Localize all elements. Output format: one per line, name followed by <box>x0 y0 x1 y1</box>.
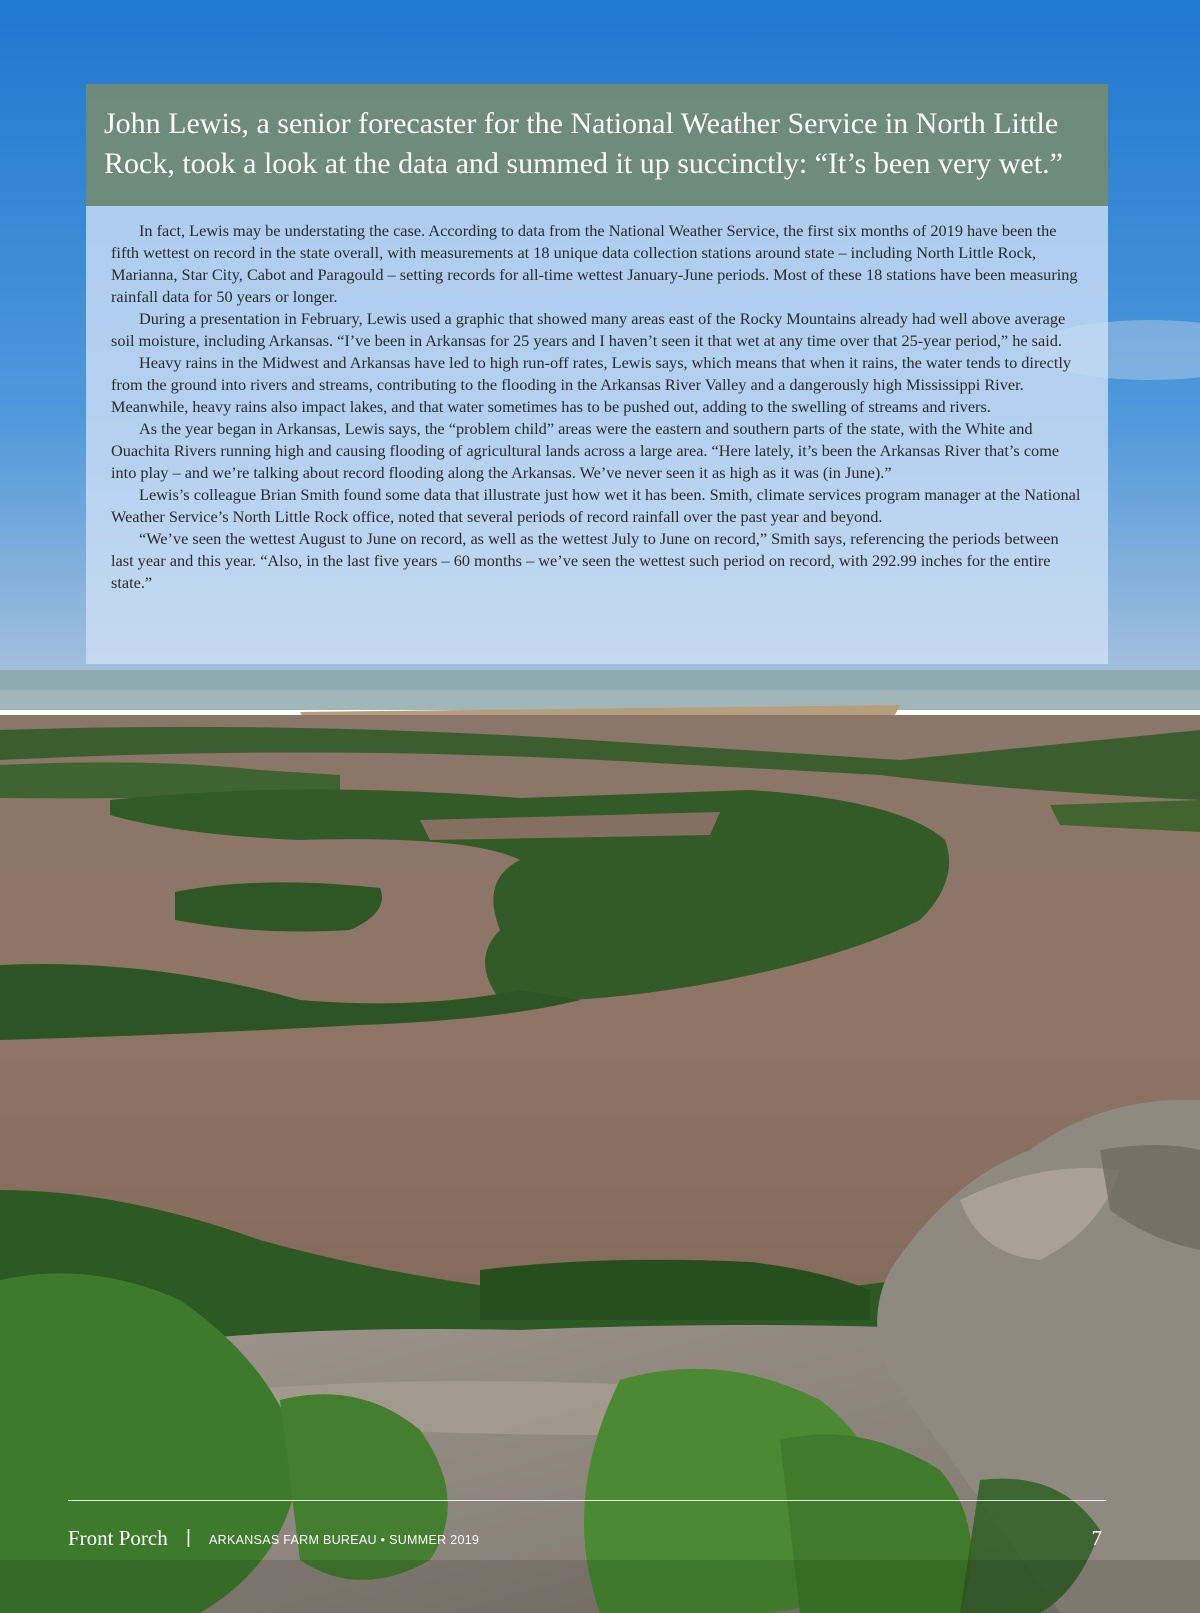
body-paragraph: In fact, Lewis may be understating the case. According to data from the National Weather Service, the first six months of 2019 have been the fifth wettest on record in the state overall, with measurements at 18 unique data collection stations around state – including North Little Rock, Marianna, Star City, Cabot and Paragould – setting records for all-time wettest January-June periods. Most of these 18 stations have been measuring rainfall data for 50 years or longer. <box>111 221 1078 306</box>
article-body <box>86 206 1108 664</box>
pull-quote-headline: John Lewis, a senior forecaster for the National Weather Service in North Little Rock, took a look at the data and summed it up succinctly: “It’s been very wet.” <box>104 107 1063 180</box>
body-paragraph: Heavy rains in the Midwest and Arkansas have led to high run-off rates, Lewis says, which means that when it rains, the water tends to directly from the ground into rivers and streams, contributing to the flooding in the Arkansas River Valley and a dangerously high Mississippi River. Meanwhile, heavy rains also impact lakes, and that water sometimes has to be pushed out, adding to the swelling of streams and rivers. <box>111 353 1072 416</box>
pull-quote-box <box>86 84 1108 206</box>
body-paragraph: As the year began in Arkansas, Lewis says, the “problem child” areas were the eastern and southern parts of the state, with the White and Ouachita Rivers running high and causing flooding of agricultural lands across a large area. “Here lately, it’s been the Arkansas River that’s come into play – and we’re talking about record flooding along the Arkansas. We’ve never seen it as high as it was (in June).” <box>111 419 1060 482</box>
body-paragraph: Lewis’s colleague Brian Smith found some data that illustrate just how wet it has been. Smith, climate services program manager at the National Weather Service’s North Little Rock office, noted that several periods of record rainfall over the past year and beyond. <box>111 485 1081 526</box>
footer-divider <box>68 1500 1106 1501</box>
body-paragraph: During a presentation in February, Lewis used a graphic that showed many areas east of the Rocky Mountains already had well above average soil moisture, including Arkansas. “I’ve been in Arkansas for 25 years and I haven’t seen it that wet at any time over that 25-year period,” he said. <box>111 309 1066 350</box>
footer-separator: | <box>186 1527 191 1548</box>
body-paragraph: “We’ve seen the wettest August to June on record, as well as the wettest July to June on record,” Smith says, referencing the periods between last year and this year. “Also, in the last five years – 60 months – we’ve seen the wettest such period on record, with 292.99 inches for the entire state.” <box>111 529 1059 592</box>
footer-brand: Front Porch <box>68 1526 168 1550</box>
page-number: 7 <box>1091 1526 1102 1550</box>
footer-publication: ARKANSAS FARM BUREAU • SUMMER 2019 <box>209 1533 480 1547</box>
page-footer <box>68 1526 1108 1556</box>
